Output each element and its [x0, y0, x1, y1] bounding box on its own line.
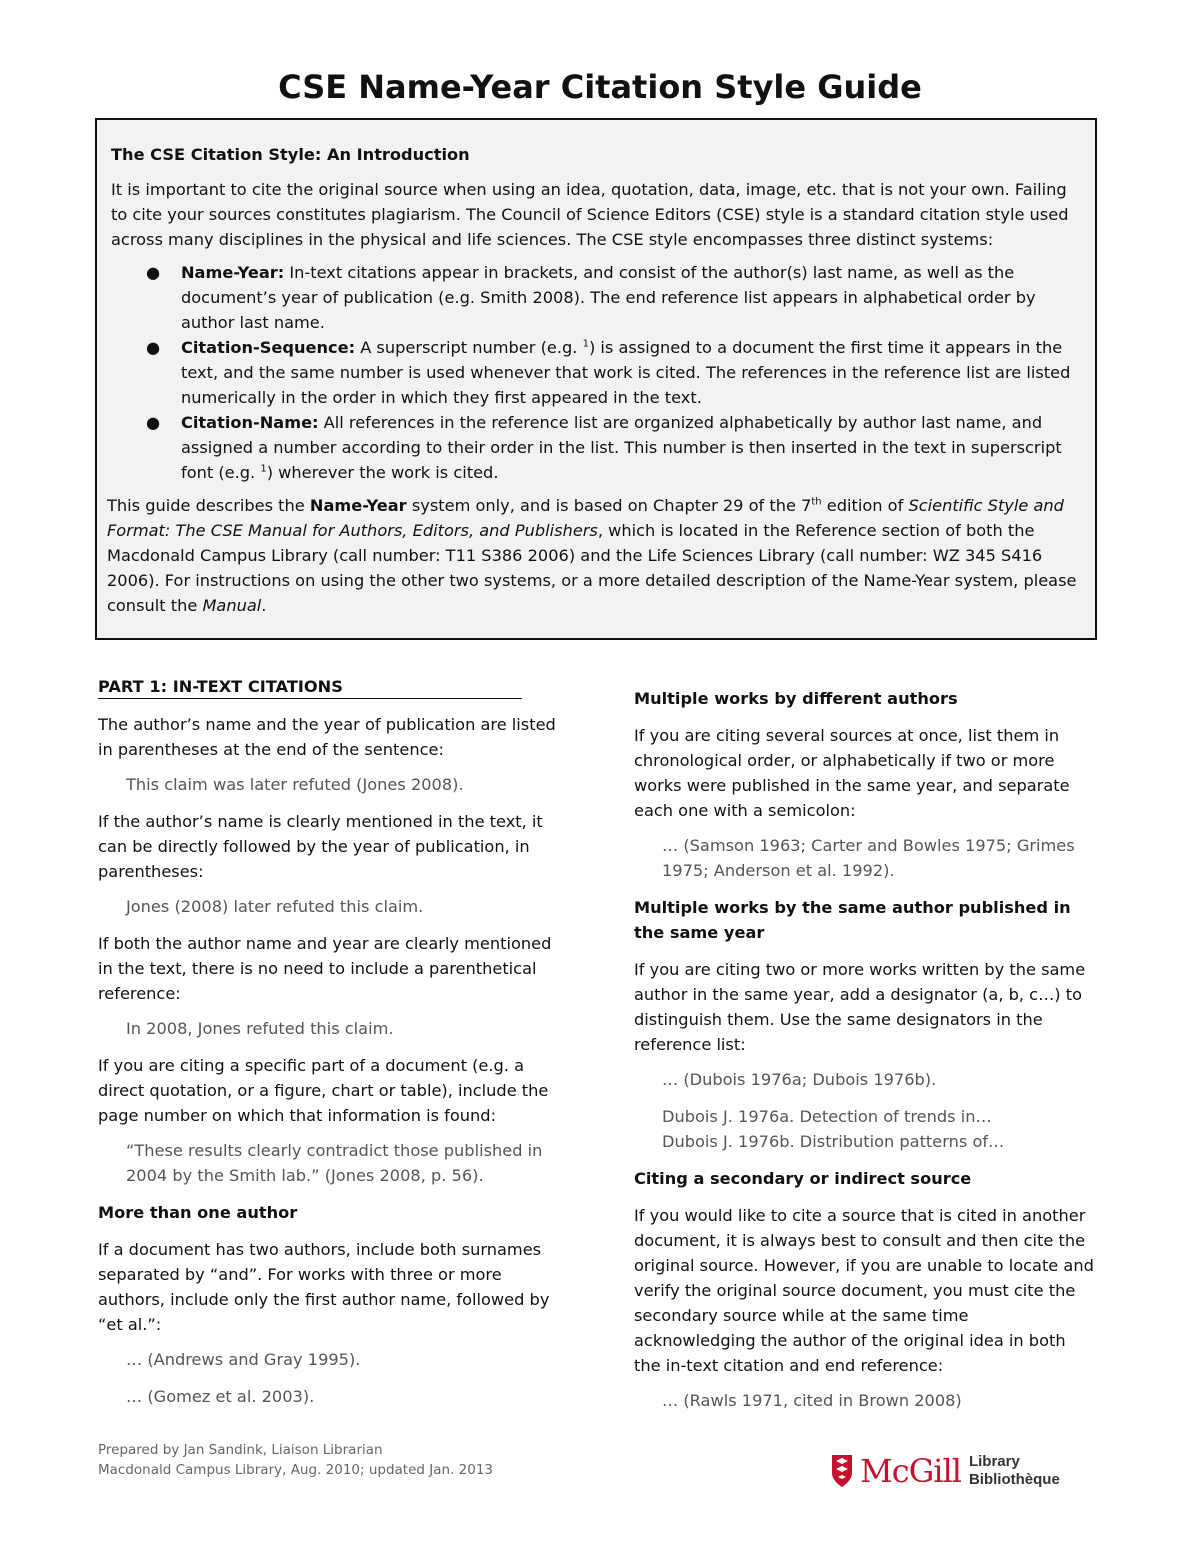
example: … (Samson 1963; Carter and Bowles 1975; Grimes 1975; Anderson et al. 1992). — [662, 836, 1075, 880]
bullet-icon: ● — [146, 413, 161, 432]
part-heading: PART 1: IN-TEXT CITATIONS — [98, 676, 522, 699]
list-item-name-year — [146, 260, 1077, 335]
closing-text: This guide describes the — [107, 496, 310, 515]
superscript: 1 — [260, 463, 267, 475]
example: This claim was later refuted (Jones 2008). — [126, 775, 464, 794]
closing-text: . — [261, 596, 267, 615]
paragraph: If you would like to cite a source that is cited in another document, it is always best to consult and then cite the original source. However, if you are unable to locate and verify the original source document, you must cite the secondary source while at the same time acknowledging the author of the original idea in both the in-text citation and end reference: — [634, 1206, 1094, 1375]
list-item-citation-name — [146, 410, 1077, 485]
intro-paragraph: It is important to cite the original source when using an idea, quotation, data, image, etc. that is not your own. Failing to cite your sources constitutes plagiarism. The Council of Science Editors (CSE) style is a standard citation style used across many disciplines in the physical and life sciences. The CSE style encompasses three distinct systems: — [111, 180, 1069, 249]
manual-title: Scientific Style and Format: The CSE Manual for Authors, Editors, and Publishers — [107, 496, 1064, 540]
bullet-term: Name-Year: — [181, 263, 285, 282]
closing-text: system only, and is based on Chapter 29 of the 7 — [406, 496, 812, 515]
paragraph: If both the author name and year are clearly mentioned in the text, there is no need to include a parenthetical reference: — [98, 934, 552, 1003]
bullet-text: ) wherever the work is cited. — [266, 463, 499, 482]
superscript: th — [811, 496, 822, 508]
example: In 2008, Jones refuted this claim. — [126, 1019, 394, 1038]
section-heading: Citing a secondary or indirect source — [634, 1169, 972, 1188]
list-item-citation-sequence — [146, 335, 1077, 410]
bullet-icon: ● — [146, 263, 161, 282]
footer-line: Macdonald Campus Library, Aug. 2010; updated Jan. 2013 — [98, 1462, 494, 1478]
example: Dubois J. 1976b. Distribution patterns of… — [662, 1132, 1005, 1151]
bullet-text: In-text citations appear in brackets, and consist of the author(s) last name, as well as the document’s year of publication (e.g. Smith 2008). The end reference list appears in alphabetical order by author last name. — [181, 263, 1036, 332]
section-heading: Multiple works by the same author published in the same year — [634, 898, 1071, 942]
superscript: 1 — [582, 338, 589, 350]
closing-text: edition of — [821, 496, 909, 515]
example: … (Gomez et al. 2003). — [126, 1387, 315, 1406]
manual-ref: Manual — [202, 596, 262, 615]
mcgill-logo — [830, 1446, 1080, 1496]
logo-text — [969, 1453, 1060, 1489]
section-heading: Multiple works by different authors — [634, 689, 958, 708]
intro-box — [95, 118, 1097, 640]
paragraph: If you are citing several sources at once, list them in chronological order, or alphabetically if two or more works were published in the same year, and separate each one with a semicolon: — [634, 726, 1070, 820]
example: … (Andrews and Gray 1995). — [126, 1350, 361, 1369]
paragraph: If a document has two authors, include both surnames separated by “and”. For works with three or more authors, include only the first author name, followed by “et al.”: — [98, 1240, 550, 1334]
section-heading: More than one author — [98, 1203, 298, 1222]
logo-wordmark: McGill — [860, 1452, 961, 1490]
logo-line: Bibliothèque — [968, 1471, 1060, 1488]
bullet-term: Citation-Name: — [181, 413, 319, 432]
systems-list — [111, 260, 1077, 485]
example: … (Rawls 1971, cited in Brown 2008) — [662, 1391, 962, 1410]
logo-line: Library — [968, 1453, 1020, 1470]
example: Dubois J. 1976a. Detection of trends in… — [662, 1107, 992, 1126]
paragraph: If you are citing a specific part of a document (e.g. a direct quotation, or a figure, chart or table), include the page number on which that information is found: — [98, 1056, 549, 1125]
bullet-text: ) is assigned to a document the first time it appears in the text, and the same number is used whenever that work is cited. The references in the reference list are listed numerically in the order in which they first appeared in the text. — [181, 338, 1071, 407]
footer — [98, 1440, 493, 1480]
paragraph: If the author’s name is clearly mentioned in the text, it can be directly followed by the year of publication, in parentheses: — [98, 812, 543, 881]
intro-closing — [107, 493, 1077, 618]
bullet-term: Citation-Sequence: — [181, 338, 356, 357]
paragraph: The author’s name and the year of publication are listed in parentheses at the end of the sentence: — [98, 715, 556, 759]
bullet-icon: ● — [146, 338, 161, 357]
intro-heading: The CSE Citation Style: An Introduction — [111, 145, 470, 164]
closing-text: , which is located in the Reference section of both the Macdonald Campus Library (call number: T11 S386 2006) and the Life Sciences Library (call number: WZ 345 S416 2006). For instructions on using the other two systems, or a more detailed description of the Name-Year system, please consult the — [107, 521, 1077, 615]
bullet-text: A superscript number (e.g. — [355, 338, 583, 357]
mcgill-shield-icon — [830, 1453, 854, 1489]
paragraph: If you are citing two or more works written by the same author in the same year, add a designator (a, b, c…) to distinguish them. Use the same designators in the reference list: — [634, 960, 1086, 1054]
bullet-text: All references in the reference list are organized alphabetically by author last name, and assigned a number according to their order in the list. This number is then inserted in the text in superscript font (e.g. — [181, 413, 1062, 482]
example: Jones (2008) later refuted this claim. — [126, 897, 424, 916]
closing-bold: Name-Year — [309, 496, 407, 515]
left-column — [98, 676, 568, 1421]
example: … (Dubois 1976a; Dubois 1976b). — [662, 1070, 937, 1089]
page-title: CSE Name-Year Citation Style Guide — [278, 68, 922, 106]
footer-line: Prepared by Jan Sandink, Liaison Librarian — [98, 1442, 383, 1458]
right-column — [634, 676, 1094, 1425]
example: “These results clearly contradict those published in 2004 by the Smith lab.” (Jones 2008, p. 56). — [126, 1141, 543, 1185]
